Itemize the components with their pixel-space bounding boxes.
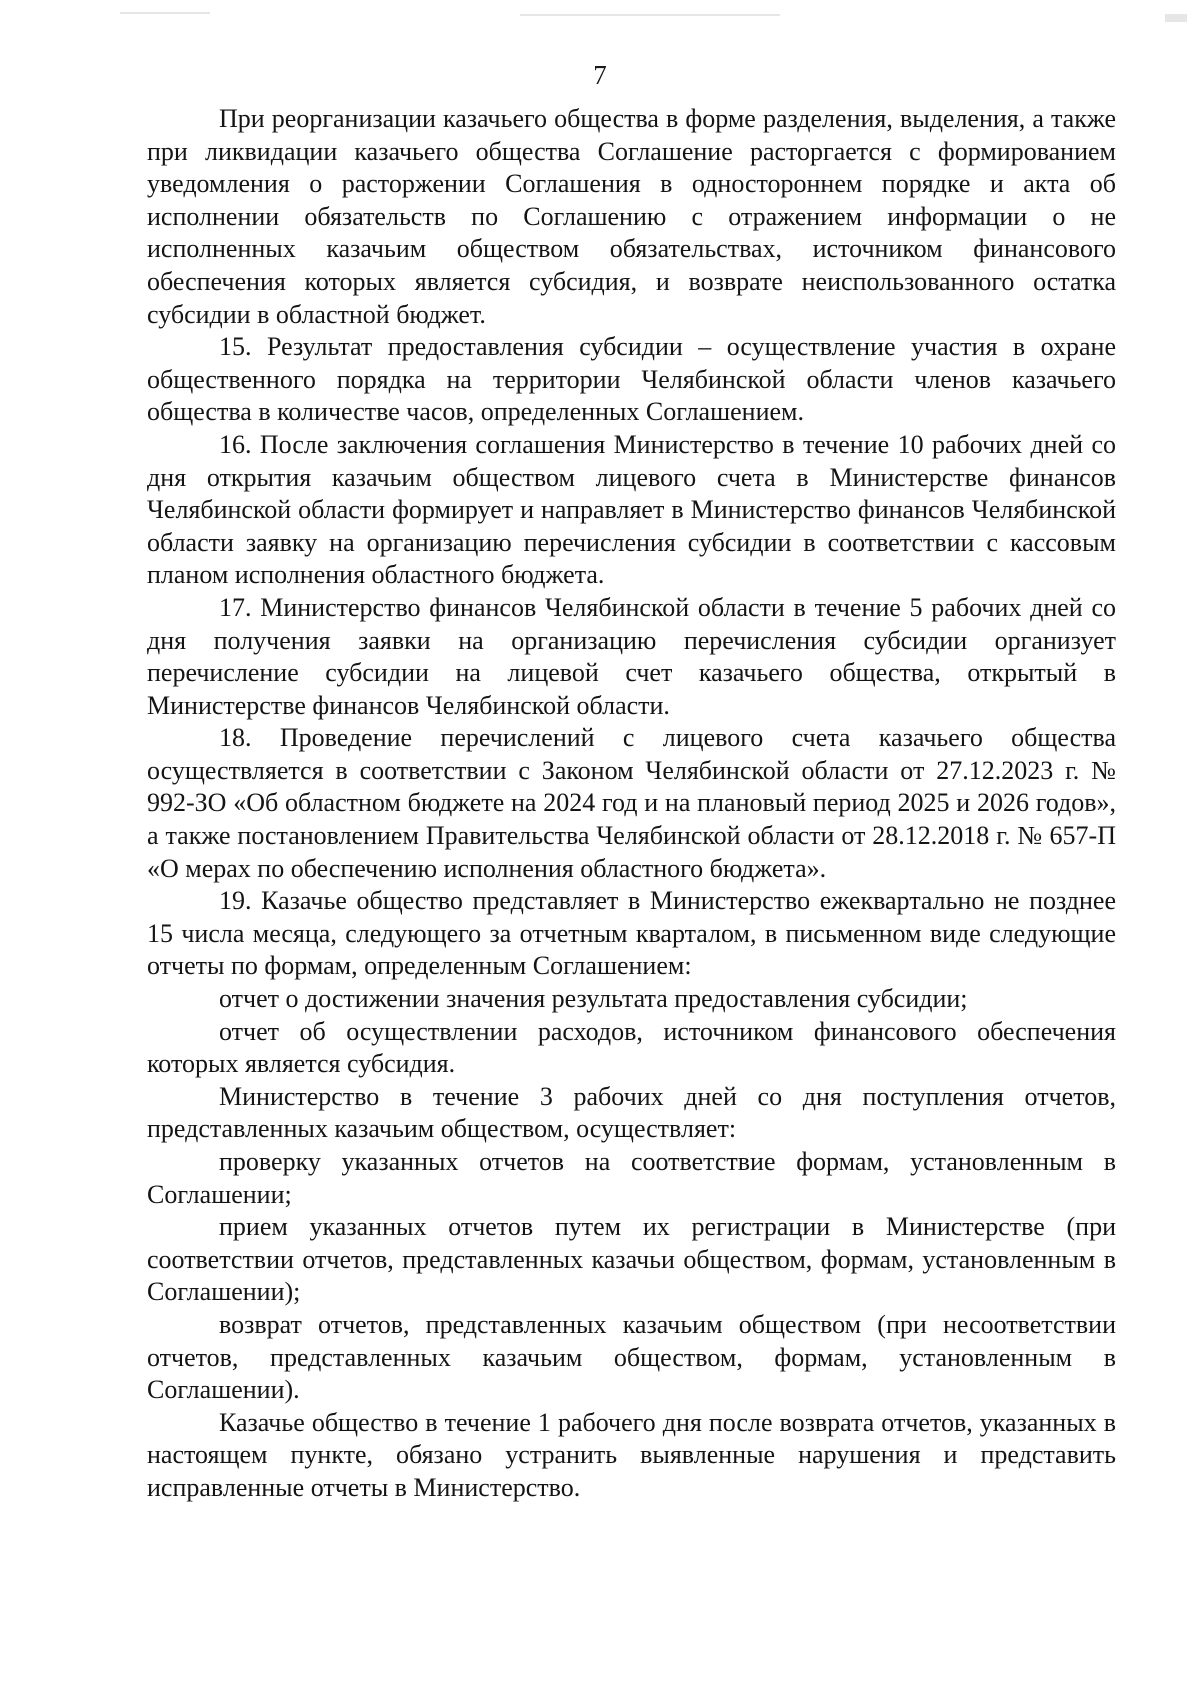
- paragraph-18-transfers-law: 18. Проведение перечислений с лицевого счета казачьего общества осуществляется в соответствии с Законом Челябинской области от 27.12.2023 г. № 992-ЗО «Об областном бюджете на 2024 год и на плановый период 2025 и 2026 годов», а также постановлением Правительства Челябинской области от 28.12.2018 г. № 657-П «О мерах по обеспечению исполнения областного бюджета».: [147, 723, 1116, 883]
- paragraph-report-result: отчет о достижении значения результата предоставления субсидии;: [219, 984, 968, 1014]
- paragraph-reorganization: При реорганизации казачьего общества в форме разделения, выделения, а также при ликвидации казачьего общества Соглашение расторгается с формированием уведомления о расторжении Соглашения в одностороннем порядке и акта об исполнении обязательств по Соглашению с отражением информации о не исполненных казачьим обществом обязательствах, источником финансового обеспечения которых является субсидия, и возврате неиспользованного остатка субсидии в областной бюджет.: [147, 104, 1116, 329]
- document-body: [147, 103, 1116, 1505]
- paragraph-report-expenses: отчет об осуществлении расходов, источником финансового обеспечения которых является субсидия.: [147, 1016, 1116, 1079]
- paragraph-check-reports: проверку указанных отчетов на соответствие формам, установленным в Соглашении;: [147, 1147, 1116, 1209]
- paragraph-19-reports: 19. Казачье общество представляет в Министерство ежеквартально не позднее 15 числа месяца, следующего за отчетным кварталом, в письменном виде следующие отчеты по формам, определенным Соглашением:: [147, 886, 1116, 981]
- paragraph-15-result: 15. Результат предоставления субсидии – осуществление участия в охране общественного порядка на территории Челябинской области членов казачьего общества в количестве часов, определенных Соглашением.: [147, 332, 1116, 427]
- paragraph-return-reports: возврат отчетов, представленных казачьим обществом (при несоответствии отчетов, представленных казачьим обществом, формам, установленным в Соглашении).: [147, 1309, 1116, 1405]
- scan-artifact-top-center: [520, 14, 780, 16]
- paragraph-fix-violations: Казачье общество в течение 1 рабочего дня после возврата отчетов, указанных в настоящем пункте, обязано устранить выявленные нарушения и представить исправленные отчеты в Министерство.: [147, 1407, 1116, 1502]
- paragraph-17-transfer: 17. Министерство финансов Челябинской области в течение 5 рабочих дней со дня получения заявки на организацию перечисления субсидии организует перечисление субсидии на лицевой счет казачьего общества, открытый в Министерстве финансов Челябинской области.: [147, 592, 1116, 720]
- scan-artifact-top-left: [120, 12, 210, 14]
- scan-artifact-top-right: [1165, 14, 1187, 22]
- paragraph-16-application: 16. После заключения соглашения Министерство в течение 10 рабочих дней со дня открытия казачьим обществом лицевого счета в Министерстве финансов Челябинской области формирует и направляет в Министерство финансов Челябинской области заявку на организацию перечисления субсидии в соответствии с кассовым планом исполнения областного бюджета.: [147, 429, 1116, 590]
- page-number: 7: [593, 60, 607, 90]
- paragraph-accept-reports: прием указанных отчетов путем их регистрации в Министерстве (при соответствии отчетов, представленных казачьи обществом, формам, установленным в Соглашении);: [147, 1212, 1116, 1307]
- paragraph-ministry-review: Министерство в течение 3 рабочих дней со дня поступления отчетов, представленных казачьим обществом, осуществляет:: [147, 1081, 1116, 1144]
